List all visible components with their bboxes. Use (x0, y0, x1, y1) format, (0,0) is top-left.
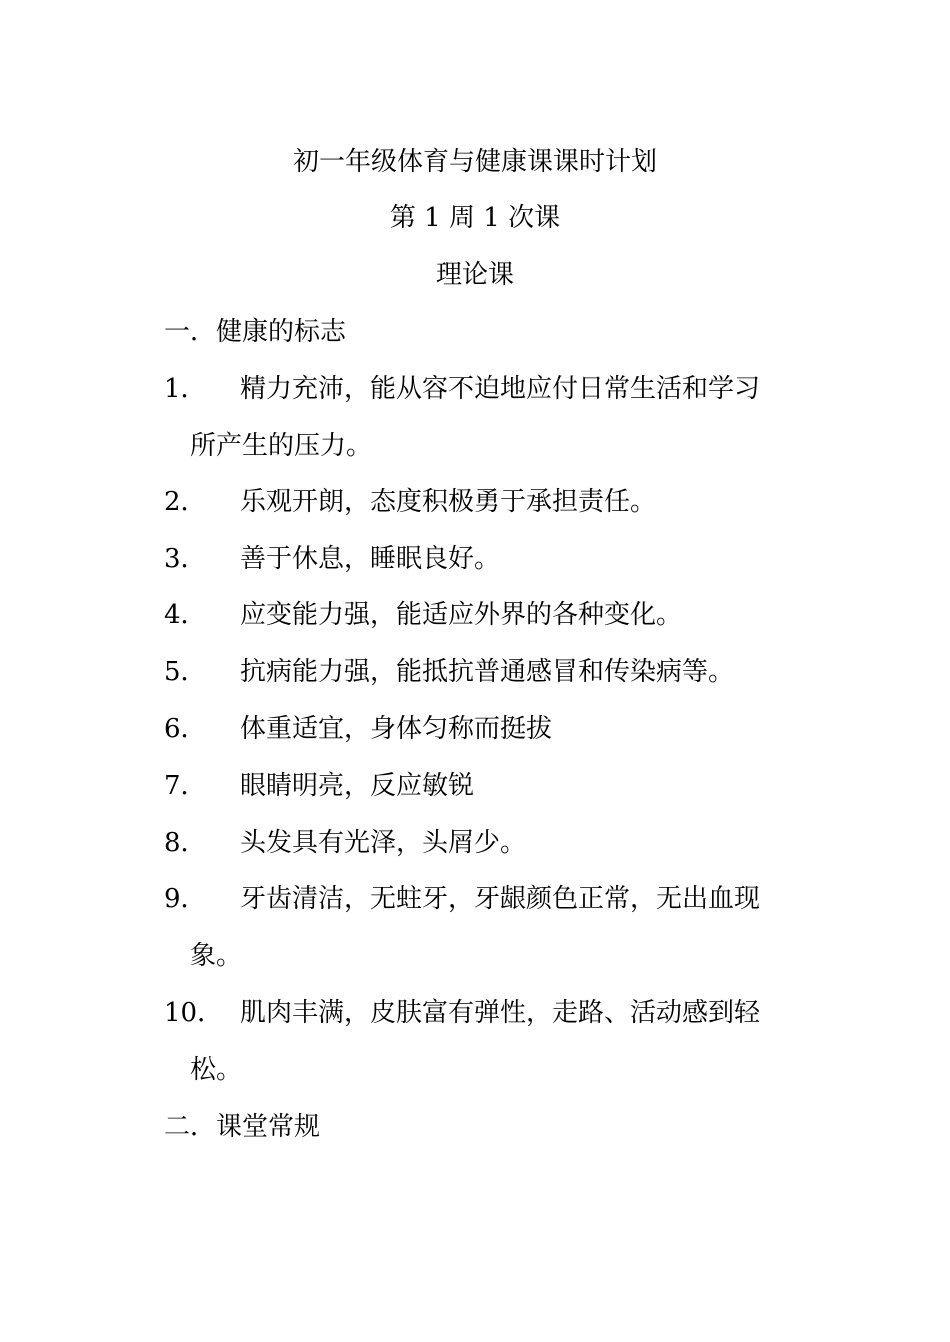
list-item-number: 7． (164, 771, 207, 801)
document-title: 初一年级体育与健康课课时计划 (292, 147, 657, 177)
list-item-text: 抗病能力强，能抵抗普通感冒和传染病等。 (240, 657, 735, 687)
list-item-text: 应变能力强，能适应外界的各种变化。 (240, 600, 683, 630)
list-item-number: 1． (164, 374, 207, 404)
list-item-number: 6． (164, 714, 207, 744)
list-item-text: 体重适宜，身体匀称而挺拔 (240, 714, 553, 744)
list-item-text-continued: 所产生的压力。 (190, 431, 373, 461)
list-item-text: 善于休息，睡眠良好。 (240, 544, 501, 574)
list-item-text: 乐观开朗，态度积极勇于承担责任。 (240, 487, 657, 517)
list-item-text: 肌肉丰满，皮肤富有弹性，走路、活动感到轻 (240, 998, 761, 1028)
list-item-text-continued: 松。 (190, 1055, 243, 1085)
list-item-number: 9． (164, 884, 207, 914)
document-subtitle: 第 1 周 1 次课 (389, 203, 561, 233)
lesson-type: 理论课 (435, 260, 514, 290)
list-item-number: 10． (164, 998, 224, 1028)
list-item-number: 5． (164, 657, 207, 687)
list-item-text: 精力充沛，能从容不迫地应付日常生活和学习 (240, 374, 761, 404)
list-item-number: 2． (164, 487, 207, 517)
list-item-number: 8． (164, 828, 207, 858)
list-item-text: 头发具有光泽，头屑少。 (240, 828, 527, 858)
section-heading-classroom-rules: 二．课堂常规 (164, 1112, 321, 1142)
section-heading-health-signs: 一．健康的标志 (164, 317, 347, 347)
list-item-text-continued: 象。 (190, 941, 243, 971)
list-item-text: 牙齿清洁，无蛀牙，牙龈颜色正常，无出血现 (240, 884, 761, 914)
list-item-number: 3． (164, 544, 207, 574)
list-item-number: 4． (164, 600, 207, 630)
list-item-text: 眼睛明亮，反应敏锐 (240, 771, 475, 801)
